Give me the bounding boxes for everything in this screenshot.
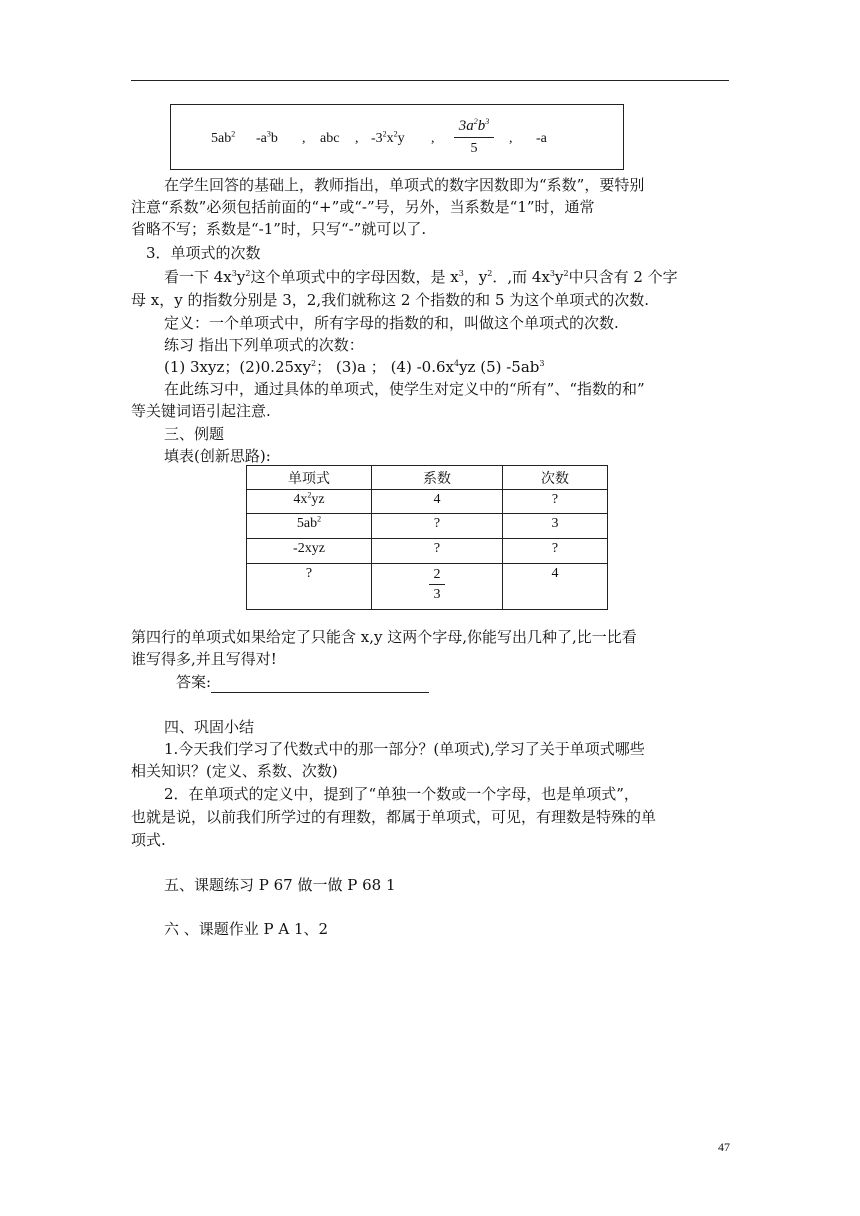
- definition: 定义：一个单项式中，所有字母的指数的和，叫做这个单项式的次数.: [164, 314, 619, 332]
- para1-line1: 在学生回答的基础上，教师指出，单项式的数字因数即为“系数”，要特别: [164, 176, 645, 194]
- para1-line2: 注意“系数”必须包括前面的“+”或“-”号，另外，当系数是“1”时，通常: [131, 198, 595, 216]
- summary1-line1: 1.今天我们学习了代数式中的那一部分？(单项式),学习了关于单项式哪些: [164, 740, 645, 758]
- table-cell: 3: [503, 514, 608, 539]
- para1-line3: 省略不写；系数是“-1”时，只写“-”就可以了.: [131, 220, 427, 238]
- table-cell: ?: [372, 539, 503, 564]
- comma-4: ,: [509, 131, 513, 146]
- term-32x2y: $-3^2x^2y$: [371, 129, 405, 146]
- table-cell: -2xyz: [247, 539, 372, 564]
- para2-line2: 母 x，y 的指数分别是 3，2,我们就称这 2 个指数的和 5 为这个单项式的次数.: [131, 291, 650, 309]
- para4-line1: 第四行的单项式如果给定了只能含 x,y 这两个字母,你能写出几种了,比一比看: [131, 628, 637, 646]
- table-cell: [372, 564, 503, 610]
- fraction-two-thirds: $\frac{2}{3}$: [429, 566, 445, 603]
- table-cell: 4: [503, 564, 608, 610]
- section-3-heading: 3．单项式的次数: [146, 244, 261, 262]
- section-5-heading: 五、课题练习 P 67 做一做 P 68 1: [164, 876, 396, 894]
- fill-table-label: 填表(创新思路):: [164, 447, 271, 465]
- monomial-table: [246, 465, 608, 610]
- table-row: [247, 514, 608, 539]
- comma-3: ,: [431, 131, 435, 146]
- page-number: 47: [718, 1140, 730, 1154]
- answer-blank: [211, 676, 429, 693]
- para3-line1: 在此练习中，通过具体的单项式，使学生对定义中的“所有”、“指数的和”: [164, 380, 645, 398]
- table-header-row: [247, 466, 608, 490]
- table-cell: $4x^2yz$: [247, 490, 372, 514]
- summary2-line3: 项式.: [131, 831, 166, 849]
- table-cell: ?: [372, 514, 503, 539]
- table-header: 系数: [372, 466, 503, 490]
- formula-box: [170, 104, 624, 170]
- table-cell: 4: [372, 490, 503, 514]
- comma-1: ,: [302, 131, 306, 146]
- summary2-line1: 2．在单项式的定义中，提到了“单独一个数或一个字母，也是单项式”，: [164, 785, 639, 803]
- table-row: [247, 564, 608, 610]
- practice-items: (1) 3xyz；$(2)0.25xy^2$； (3)a ； (4) $-0.6x^4yz$ (5) $-5ab^3$: [164, 358, 545, 376]
- fraction-term: $3a^2b^3$ 5: [454, 117, 494, 158]
- header-rule: [131, 80, 729, 81]
- summary2-line2: 也就是说，以前我们所学过的有理数，都属于单项式，可见，有理数是特殊的单: [131, 808, 657, 826]
- term-a3b: $-a^3b$: [256, 129, 278, 146]
- section-4-heading: 四、巩固小结: [164, 718, 255, 736]
- table-cell: ?: [247, 564, 372, 610]
- table-header: 单项式: [247, 466, 372, 490]
- practice-heading: 练习 指出下列单项式的次数：: [164, 336, 364, 354]
- para2-line1: 看一下 $4x^3y^2$这个单项式中的字母因数，是 $x^3$，$y^2$．,而 $4x^3y^2$中只含有 2 个字: [164, 268, 678, 286]
- table-cell: $5ab^2$: [247, 514, 372, 539]
- term-5ab2: $5ab^2$: [211, 129, 236, 146]
- answer-line: 答案:: [176, 671, 776, 693]
- term-abc: abc: [320, 131, 340, 146]
- para4-line2: 谁写得多,并且写得对!: [131, 650, 277, 668]
- table-row: [247, 490, 608, 514]
- summary1-line2: 相关知识？(定义、系数、次数): [131, 762, 338, 780]
- para3-line2: 等关键词语引起注意.: [131, 402, 271, 420]
- comma-2: ,: [355, 131, 359, 146]
- table-cell: ?: [503, 490, 608, 514]
- table-row: [247, 539, 608, 564]
- table-header: 次数: [503, 466, 608, 490]
- table-cell: ?: [503, 539, 608, 564]
- term-neg-a: -a: [536, 131, 547, 146]
- section-6-heading: 六 、课题作业 P A 1、2: [164, 920, 329, 938]
- section-examples-heading: 三、例题: [164, 425, 225, 443]
